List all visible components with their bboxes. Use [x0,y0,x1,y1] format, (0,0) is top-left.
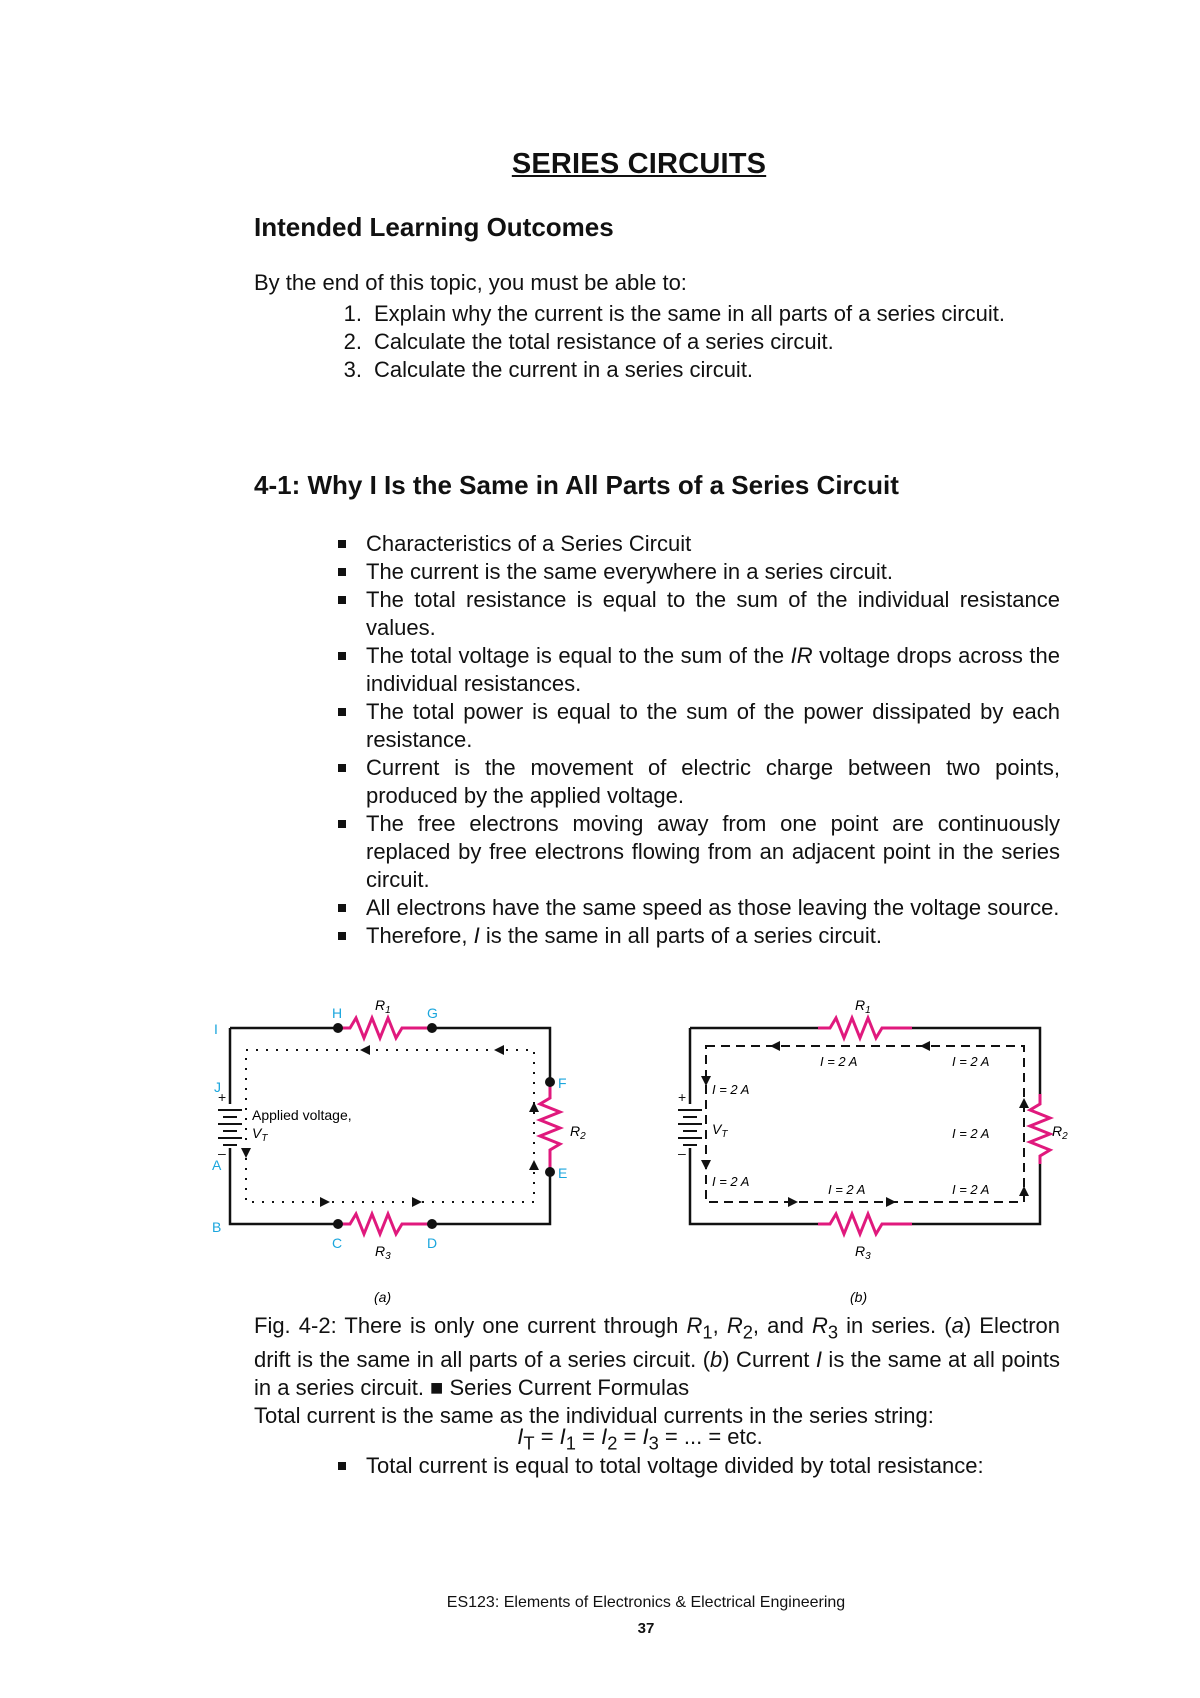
caption-sub: 1 [702,1321,713,1343]
resistor-label: $R_2$ [1052,1123,1068,1142]
arrow-right-icon [886,1197,896,1207]
list-text: Explain why the current is the same in all parts of a series circuit. [374,301,1005,326]
text-run: is the same in all parts of a series circuit. [479,923,882,948]
bullet-icon [254,1452,366,1480]
caption-text: in series. ( [838,1313,952,1338]
text-run: The total voltage is equal to the sum of the [366,643,791,668]
list-text [366,642,1060,698]
resistor-label: $R_2$ [570,1123,586,1142]
list-text: Characteristics of a Series Circuit [366,531,692,556]
plus-sign: + [678,1089,687,1105]
list-number: 1. [343,301,362,326]
point-label: F [558,1075,567,1091]
arrow-right-icon [788,1197,798,1207]
formula-i: I [559,1424,566,1449]
current-label: I = 2 A [820,1054,858,1069]
arrow-right-icon [320,1197,330,1207]
list-text: The free electrons moving away from one point are continuously replaced by free electrons flowing from an adjacent point in the series circuit. [366,811,1060,892]
formula-tail: = ... = etc. [658,1424,763,1449]
caption-text: Fig. 4-2: There is only one current through [254,1313,687,1338]
junction-dots [333,1023,555,1229]
list-item [254,586,1060,642]
circuit-a [212,997,586,1305]
formula-sub: 3 [648,1432,659,1454]
list-item [254,894,1060,922]
point-label: A [212,1157,222,1173]
point-c-dot [333,1219,343,1229]
list-item [254,328,1060,356]
caption-line: Total current is the same as the individual currents in the series string: [254,1403,934,1429]
arrow-up-icon [529,1160,539,1170]
current-label: I = 2 A [952,1182,990,1197]
list-text: The current is the same everywhere in a series circuit. [366,559,893,584]
characteristics-list [254,530,1060,950]
formula-eq: = [617,1424,643,1449]
list-item [254,810,1060,894]
text-run: Therefore, [366,923,474,948]
point-labels [212,1005,567,1251]
caption-sub: 2 [742,1321,753,1343]
formula-i: I [642,1424,649,1449]
formula-i: I [601,1424,608,1449]
caption-italic: b [710,1347,723,1373]
point-d-dot [427,1219,437,1229]
minus-sign: – [678,1145,686,1161]
learning-outcomes-list [254,300,1060,384]
source-symbol: $V_T$ [252,1125,268,1144]
bullet-icon [254,894,366,922]
point-label: J [214,1079,221,1095]
resistor-r3-icon [338,1214,432,1234]
point-e-dot [545,1167,555,1177]
section-heading: 4-1: Why I Is the Same in All Parts of a Series Circuit [254,470,899,500]
page-number: 37 [637,1620,655,1637]
list-item [254,698,1060,754]
source-symbol: $V_T$ [712,1121,728,1140]
bullet-icon [254,754,366,810]
current-label: I = 2 A [712,1082,750,1097]
formula-eq: = [575,1424,602,1449]
point-h-dot [333,1023,343,1033]
resistor-label: $R_3$ [855,1243,871,1262]
point-label: E [558,1165,568,1181]
caption-text: ) Current [722,1347,816,1373]
list-text [366,922,1060,950]
bullet-icon [254,558,366,586]
caption-text: , and [752,1313,812,1338]
text-run-italic: IR [790,643,813,668]
bullet-icon [254,810,366,894]
list-text: Current is the movement of electric charge between two points, produced by the applied voltage. [366,755,1060,808]
list-text: The total power is equal to the sum of the power dissipated by each resistance. [366,699,1060,752]
point-label: I [214,1021,218,1037]
current-label: I = 2 A [952,1126,990,1141]
subfigure-label: (a) [374,1289,392,1305]
caption-italic: R [686,1313,703,1338]
applied-voltage-label: Applied voltage, [252,1107,352,1123]
list-item [254,754,1060,810]
text-run: voltage drops across the individual resistances. [366,643,1060,696]
formula-eq: = [534,1424,560,1449]
list-item [254,922,1060,950]
drift-arrows [241,1045,539,1207]
current-label: I = 2 A [828,1182,866,1197]
point-label: D [427,1235,438,1251]
circuit-b [678,997,1068,1305]
list-item [254,642,1060,698]
point-label: C [332,1235,343,1251]
bullet-icon [254,642,366,698]
plus-sign: + [218,1089,227,1105]
current-label: I = 2 A [712,1174,750,1189]
arrow-left-icon [920,1041,930,1051]
point-f-dot [545,1077,555,1087]
caption-italic: I [815,1347,822,1373]
circuit-wire [230,1028,550,1224]
list-item [254,558,1060,586]
list-text: Calculate the current in a series circuit. [374,357,754,382]
figure-caption [254,1312,1060,1430]
bullet-icon [254,698,366,754]
learning-outcomes-intro: By the end of this topic, you must be able to: [254,270,687,295]
point-label: H [332,1005,343,1021]
list-text: The total resistance is equal to the sum of the individual resistance values. [366,587,1060,640]
point-g-dot [427,1023,437,1033]
resistor-r1-icon [338,1018,432,1038]
caption-italic: R [811,1313,828,1338]
list-text: All electrons have the same speed as those leaving the voltage source. [366,895,1060,920]
formula-sub: 1 [565,1432,576,1454]
resistor-r3-icon [818,1214,912,1234]
subfigure-label: (b) [850,1289,868,1305]
arrow-left-icon [770,1041,780,1051]
resistor-label: $R_1$ [855,997,871,1016]
current-labels [712,1054,989,1197]
list-number: 3. [343,357,362,382]
arrow-up-icon [1019,1186,1029,1196]
caption-text: is the same at all points in a series circuit. ■ Series Current Formulas [254,1347,1060,1401]
caption-text: ) Electron drift is the same in all parts of a series circuit. ( [254,1313,1060,1373]
text-run-italic: I [473,923,480,948]
minus-sign: – [218,1145,226,1161]
arrow-down-icon [241,1148,251,1158]
arrow-left-icon [494,1045,504,1055]
series-circuit-figure [210,990,1070,1320]
series-current-formula [0,1424,1200,1454]
arrow-up-icon [529,1102,539,1112]
point-label: G [427,1005,438,1021]
current-label: I = 2 A [952,1054,990,1069]
formula-bullet-list [254,1452,1060,1480]
bullet-icon [254,530,366,558]
arrow-down-icon [701,1076,711,1086]
arrow-left-icon [360,1045,370,1055]
arrow-up-icon [1019,1098,1029,1108]
formula-i: I [517,1424,524,1449]
electron-drift-path [246,1050,534,1202]
caption-italic: a [951,1313,964,1338]
page-footer: ES123: Elements of Electronics & Electrical Engineering [446,1594,846,1611]
bullet-icon [254,922,366,950]
caption-sub: 3 [827,1321,839,1343]
arrow-down-icon [701,1160,711,1170]
list-item [254,300,1060,328]
page-title: SERIES CIRCUITS [511,148,767,180]
list-number: 2. [343,329,362,354]
point-label: B [212,1219,222,1235]
learning-outcomes-heading: Intended Learning Outcomes [254,212,614,242]
list-text: Calculate the total resistance of a series circuit. [374,329,834,354]
resistor-label: $R_1$ [375,997,391,1016]
list-text: Total current is equal to total voltage divided by total resistance: [366,1453,984,1478]
formula-sub: T [523,1432,535,1454]
resistor-label: $R_3$ [375,1243,391,1262]
list-item [254,530,1060,558]
list-item [254,1452,1060,1480]
caption-italic: R [726,1313,743,1338]
resistor-r1-icon [818,1018,912,1038]
caption-text: , [712,1313,727,1338]
current-path [706,1046,1024,1202]
formula-sub: 2 [607,1432,618,1454]
bullet-icon [254,586,366,642]
arrow-right-icon [412,1197,422,1207]
list-item [254,356,1060,384]
